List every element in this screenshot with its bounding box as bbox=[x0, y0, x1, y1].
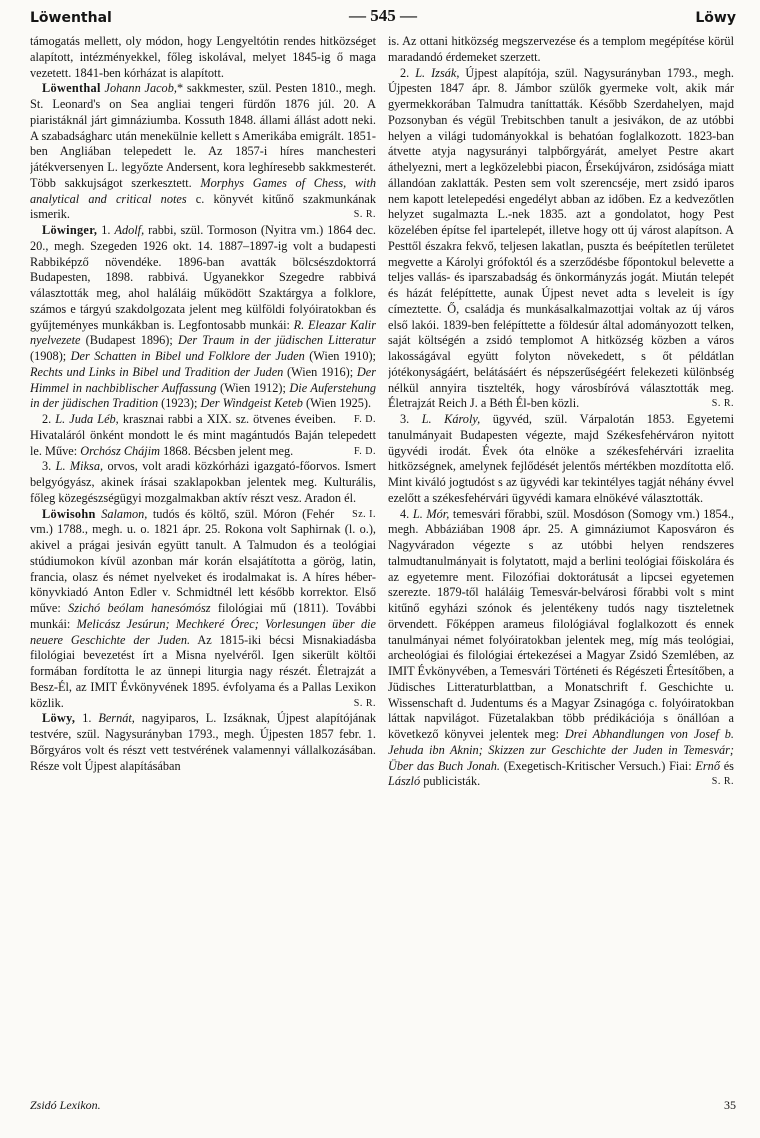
entry-italic-text: L. Juda Léb, bbox=[55, 412, 119, 426]
author-initials: S. R. bbox=[711, 398, 734, 410]
lexicon-entry bbox=[30, 81, 376, 223]
page-footer bbox=[30, 1098, 736, 1116]
left-column bbox=[30, 34, 376, 1060]
lexicon-entry bbox=[30, 412, 376, 459]
entry-italic-text: Rechts und Links in Bibel und Tradition der Juden bbox=[30, 364, 284, 379]
entry-italic-text: Der Windgeist Keteb bbox=[200, 396, 303, 411]
entry-headword: Löwy, bbox=[42, 711, 76, 726]
footer-signature-number: 35 bbox=[724, 1098, 736, 1112]
entry-italic-text: Die Auferstehung in der jüdischen Tradition bbox=[30, 380, 376, 411]
entry-italic-text: Drei Abhandlungen von Josef b. Jehuda ibn Aknin; Skizzen zur Geschichte der Juden in Temesvár; Über das Buch Jonah. bbox=[388, 727, 734, 773]
author-initials: F. D. bbox=[354, 414, 376, 425]
entry-text: 1868. Bécsben jelent meg. bbox=[160, 443, 294, 458]
lexicon-entry bbox=[388, 412, 734, 507]
entry-text: 2. bbox=[42, 412, 56, 426]
right-column bbox=[388, 34, 734, 1060]
entry-italic-text: Melicász Jesúrun; Mechkeré Órec; Vorlesungen über die neuere Geschichte der Juden. bbox=[30, 616, 376, 647]
entry-text: 1. bbox=[97, 223, 115, 237]
entry-text: orvos, volt aradi közkórházi igazgató-főorvos. Ismert belgyógyász, akinek írásai szaklapokban jelentek meg. Kulturális, főleg közegészségügyi mozgalmakban aktív részt vesz. Aradon él. bbox=[30, 459, 376, 505]
lexicon-entry bbox=[388, 66, 734, 413]
entry-italic-text: Orchósz Chájim bbox=[80, 443, 161, 458]
entry-text: 1. bbox=[75, 711, 99, 726]
entry-text: filológiai mű (1811). További munkái: bbox=[30, 601, 376, 631]
entry-text: 4. bbox=[400, 506, 413, 521]
entry-italic-text: Adolf, bbox=[114, 223, 145, 237]
entry-text: (Budapest 1896); bbox=[80, 333, 178, 348]
entry-italic-text: L. Károly, bbox=[421, 412, 481, 426]
entry-text: 3. bbox=[400, 412, 422, 426]
entry-text: (Wien 1912); bbox=[216, 380, 290, 395]
entry-text: 2. bbox=[400, 65, 416, 80]
entry-italic-text: Bernát, bbox=[98, 711, 135, 726]
entry-text: (1923); bbox=[158, 396, 201, 411]
author-initials: F. D. bbox=[354, 445, 376, 457]
entry-italic-text: Szichó beólam hanesómósz bbox=[68, 601, 211, 615]
lexicon-entry bbox=[30, 34, 376, 81]
entry-text: * sakkmester, szül. Pesten 1810., megh. St. Leonard's on Sea angliai tengeri fürdőn 1876 júl. 20. A piaristáknál járt gimnáziumba. Kossuth 1848. állami állást adott neki. A szabadságharc után menekülnie kellett s Amerikába emigrált. 1851-ben Angliában telepedett le. Az 1857-i híres manchesteri játékversenyen L. legyőzte Andersent, kora leghíresebb sakkmesterét. Több sakkujságot szerkesztett. bbox=[30, 81, 376, 190]
entry-text: temesvári főrabbi, szül. Mosdóson (Somogy vm.) 1854., megh. Abbáziában 1908 ápr. 25. A gimnáziumot Kaposváron és Nagyváradon végezte s az utóbbi helyen rendszeres talmudtanulmányait is folytatott, majd a berlini teológiai főiskolára és az egyetemre ment. Filozófiai doktorátusát a lipcsei egyetemen szerezte. 1879-től haláláig Temesvár-belvárosi főrabbi volt s mint kitűnő egyházi szónok és jelentékeny tudós nagy tiszteletnek örvendett. Főképpen arameus filológiával foglalkozott és ennek tanulmányai német folyóiratokban jelentek meg, míg más teológiai, archeológiai és filológiai értekezései a Magyar Zsidó Szemlében, az IMIT Évkönyvében, a Temesvári Történeti és Régészeti Értesítőben, a Jüdisches Litteraturblattban, a Monatschrift f. Geschichte u. Wissenschaft d. Judentums és a Magyar Zsinagóga c. folyóiratokban láttak napvilágot. Füzetalakban több prédikációja s önállóan a következő könyvei jelentek meg: bbox=[388, 506, 734, 741]
entry-text: nagyiparos, L. Izsáknak, Újpest alapítójának testvére, szül. Nagysurányban 1793., megh. Újpesten 1857 febr. 1. Bőrgyáros volt és részt vett testvérének valamennyi vállalkozásában. Része volt Újpest alapításában bbox=[30, 711, 376, 773]
entry-text: krasznai rabbi a XIX. sz. ötvenes éveiben. Hivataláról önként mondott le és mint magántudós Baján telepedett le. Műve: bbox=[30, 412, 376, 458]
entry-italic-text: Johann Jacob, bbox=[104, 81, 177, 96]
entry-text: is. Az ottani hitközség megszervezése és a templom megépítése körül maradandó érdemeket szerzett. bbox=[388, 34, 734, 64]
entry-italic-text: Der Traum in der jüdischen Litteratur bbox=[177, 333, 376, 348]
entry-headword: Löwinger, bbox=[42, 223, 98, 237]
lexicon-entry bbox=[30, 507, 376, 712]
entry-text: ügyvéd, szül. Várpalotán 1853. Egyetemi tanulmányait Budapesten végezte, majd Székesfehérváron nyitott ügyvédi irodát. Évek óta elnöke a székesfehérvári izraelita hitközségnek, amelynek fejlődését jelentős mértékben mozdította elő. Mint kiváló jogtudóst s az ügyvédi kar tekintélyes tagját néhány évvel ezelőtt a székesfehérvári ügyvédi kamara elnökévé választották. bbox=[388, 412, 734, 505]
entry-italic-text: László bbox=[388, 774, 421, 789]
entry-text: tudós és költő, szül. Móron (Fehér vm.) 1788., megh. u. o. 1821 ápr. 25. Rokona volt Saphirnak (l. o.), akivel a prágai jesiván együtt tanult. A Talmudon és a teológiai stúdiumokon kívül azonban már korán elsajátította a görög, latin, francia, olasz és német nyelveket és irodalmakat is. A híres héber-könyvkiadó Anton Edler v. Schmidtnél lett később korrektor. Első műve: bbox=[30, 506, 376, 615]
entry-text: 3. bbox=[42, 459, 56, 474]
entry-italic-text: L. Miksa, bbox=[55, 459, 104, 474]
entry-text: (Wien 1916); bbox=[283, 364, 357, 379]
lexicon-entry bbox=[388, 507, 734, 791]
footer-publication: Zsidó Lexikon. bbox=[30, 1098, 101, 1112]
entry-text: Újpest alapítója, szül. Nagysurányban 1793., megh. Újpesten 1847 ápr. 8. Jámbor szülők gyermeke volt, akik már gyermekkorában Talmudra taníttatták. Később Szerdahelyen, majd Pozsonyban és végül Trebitschben tanult a jesivákon, de az utóbbi helyen a világi tudományokkal is behatóan foglalkozott. 1823-ban átvette atyja nagysurányi talpbőrgyárát, amelyet Pestre akart áthelyezni, mert a legközelebbi piacon, Érsekújváron, zsidósága miatt állandóan zaklatták. Pesten sem volt szerencséje, mert zsidó iparos nem kapott letelepedési engedélyt abban az időben. Ez a kedvezőtlen helyzet sugalmazta L.-nek 1835. azt a gondolatot, hogy Pest közelében építse fel ipartelepét, illetve hogy ott új várost alapítson. A Pesttől északra fekvő, teljesen lakatlan, puszta és beépítetlen területet megvette a Károlyi grófoktól és a szerződésbe főpontokul belevette a teljes vallás- és iparszabadság és önkormányzás jogát. Miután telepét és házát felépíttette, aunak Újpest nevet adta s leveleit is így címeztette. Ő, családja és munkásalkalmazottjai voltak az új város első lakói. 1839-ben felépíttette a földesúr által adományozott telken, saját költségén a zsidó templomot A hitközség közben a város lakosságával együtt folyton növekedett, s őt példátlan jótékonyságáért, belátásáért és népszerűségéért felekezeti különbség nélkül annyira tisztelték, hogy városbíróvá választották meg. Életrajzát Reich J. a Béth Él-ben közli. bbox=[388, 65, 734, 411]
header-left-guideword: Löwenthal bbox=[30, 10, 112, 26]
header-right-guideword: Löwy bbox=[695, 10, 736, 26]
entry-italic-text: Der Himmel in nachbiblischer Auffassung bbox=[30, 364, 376, 395]
entry-text: (Wien 1925). bbox=[302, 396, 372, 411]
entry-italic-text: Der Schatten in Bibel und Folklore der Juden bbox=[70, 349, 305, 363]
lexicon-entry bbox=[388, 34, 734, 66]
entry-text: (Exegetisch-Kritischer Versuch.) Fiai: bbox=[499, 758, 696, 773]
entry-text: támogatás mellett, oly módon, hogy Lengyeltótin rendes hitközséget alapított, intézményekkel, főleg iskolával, melyet 1845-ig ő maga vezetett. 1841-ben kórházat is alapított. bbox=[30, 34, 376, 80]
entry-italic-text: L. Mór, bbox=[412, 506, 450, 521]
running-header bbox=[30, 6, 736, 28]
entry-text: Az 1815-iki bécsi Misnakiadásba filológiai bevezetést írt a Misna nyelvéről. Igen sikerült költői formában fordította le az ünnepi liturgia nagy részét. Életrajzát a Besz-Él, az IMIT Évkönyvének 1895. évfolyama és a Pallas Lexikon közlik. bbox=[30, 632, 376, 710]
entry-text: és bbox=[719, 758, 734, 773]
entry-text: (Wien 1910); bbox=[304, 349, 376, 363]
entry-text: (1908); bbox=[30, 349, 71, 363]
entry-text: c. könyvét kitűnő szakmunkának ismerik. bbox=[30, 191, 376, 222]
entry-headword: Löwenthal bbox=[42, 81, 101, 96]
lexicon-entry bbox=[30, 711, 376, 774]
entry-italic-text: Morphys Games of Chess, with analytical and critical notes bbox=[30, 175, 376, 206]
entry-text: rabbi, szül. Tormoson (Nyitra vm.) 1864 dec. 20., megh. Szegeden 1926 okt. 14. 1887–1897-ig volt a budapesti Rabbiképző növendéke. 1896-ban avatták bölcsészdoktorrá Budapesten, 1898. rabbivá. Ugyanekkor Szegedre rabbivá választották meg, ahol haláláig működött Szaktárgya a folklore, számos e tárgyú szakdolgozata jelent meg külföldi folyóiratokban és gyűjteményes munkákban is. Legfontosabb munkái: bbox=[30, 223, 376, 332]
entry-italic-text: Ernő bbox=[695, 758, 720, 773]
page-number-header: — 545 — bbox=[349, 6, 417, 25]
entry-italic-text: L. Izsák, bbox=[415, 65, 460, 80]
entry-text: publicisták. bbox=[420, 774, 481, 789]
entry-headword: Löwisohn bbox=[42, 506, 96, 521]
entry-italic-text: R. Eleazar Kalir nyelvezete bbox=[30, 317, 376, 348]
author-initials: S. R. bbox=[353, 697, 376, 709]
entry-italic-text: Salamon, bbox=[101, 506, 148, 521]
author-initials: S. R. bbox=[711, 776, 734, 788]
author-initials: Sz. I. bbox=[352, 508, 376, 520]
author-initials: S. R. bbox=[353, 209, 376, 221]
